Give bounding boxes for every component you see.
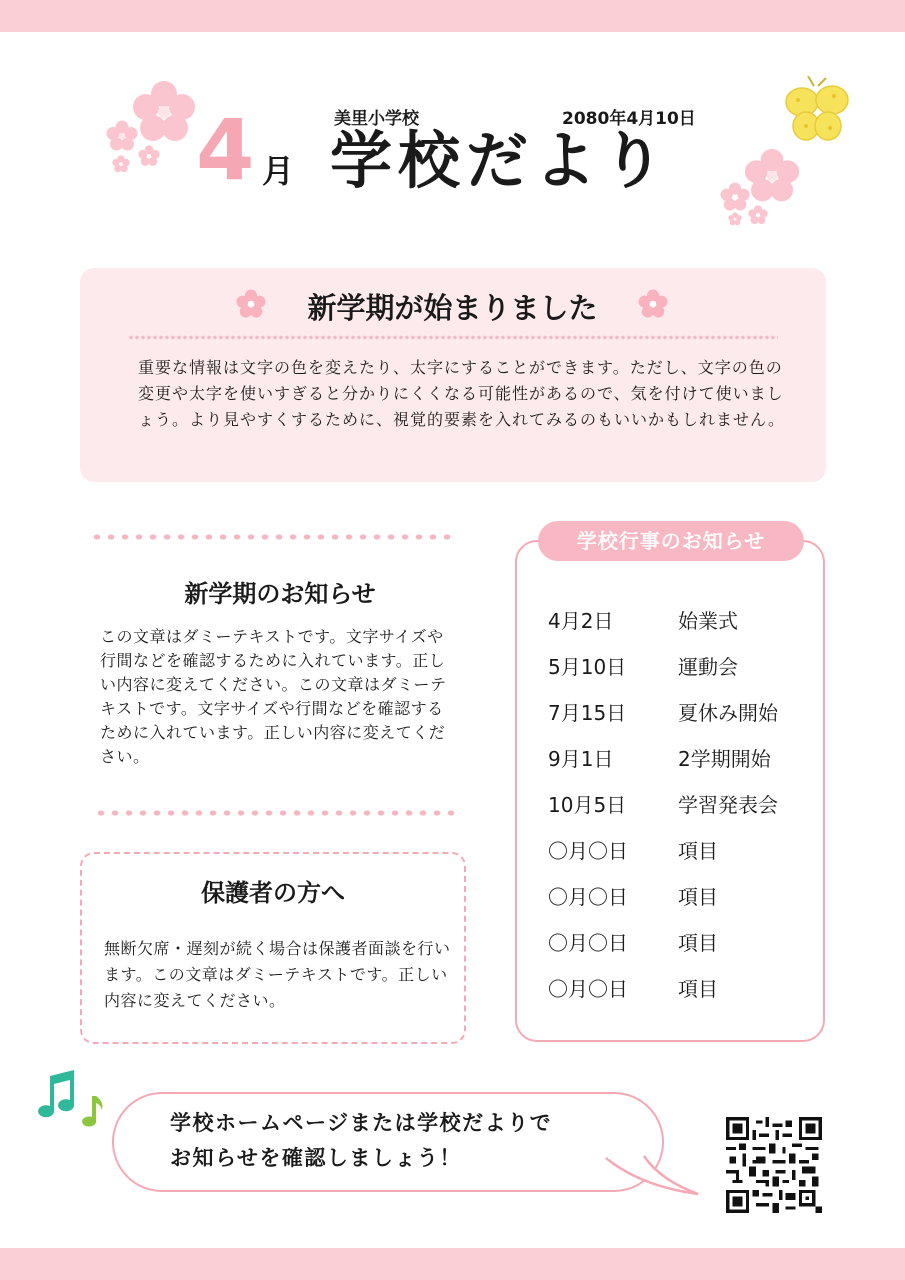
parents-title: 保護者の方へ: [201, 879, 345, 907]
music-note-icon: [36, 1066, 108, 1136]
sakura-flower-icon: [106, 120, 138, 152]
intro-title: 新学期が始まりました: [307, 291, 598, 325]
event-name: 2学期開始: [678, 747, 771, 771]
notice-title: 新学期のお知らせ: [184, 580, 376, 608]
bubble-tail: [600, 1150, 700, 1196]
footer-line-2: お知らせを確認しましょう！: [170, 1146, 462, 1170]
issue-date: 2080年4月10日: [562, 109, 696, 129]
event-name: 項目: [678, 839, 718, 863]
event-date: 〇月〇日: [548, 839, 628, 863]
event-date: 9月1日: [548, 747, 614, 771]
event-row: [548, 605, 818, 635]
event-date: 7月15日: [548, 701, 627, 725]
dotted-divider: [128, 335, 778, 340]
event-row: [548, 973, 818, 1003]
sakura-flower-icon: [744, 148, 800, 204]
event-row: [548, 789, 818, 819]
top-band: [0, 0, 905, 32]
footer-line-1: 学校ホームページまたは学校だよりで: [170, 1111, 553, 1135]
month-number: 4: [196, 101, 253, 199]
sakura-flower-icon: [112, 155, 130, 173]
event-row: [548, 697, 818, 727]
wavy-divider: [90, 532, 454, 542]
event-row: [548, 743, 818, 773]
qr-code-icon[interactable]: [726, 1117, 822, 1213]
butterfly-icon: [784, 76, 850, 148]
notice-body: この文章はダミーテキストです。文字サイズや行間などを確認するために入れています。正しい内容に変えてください。この文章はダミーテキストです。文字サイズや行間などを確認するために入れています。正しい内容に変えてください。: [100, 627, 447, 766]
event-name: 項目: [678, 885, 718, 909]
event-date: 10月5日: [548, 793, 627, 817]
event-row: [548, 927, 818, 957]
event-name: 学習発表会: [678, 793, 778, 817]
sakura-flower-icon: [132, 80, 196, 144]
event-date: 5月10日: [548, 655, 627, 679]
event-name: 運動会: [678, 655, 738, 679]
event-name: 始業式: [678, 609, 738, 633]
sakura-flower-icon: [720, 182, 750, 212]
event-name: 項目: [678, 931, 718, 955]
event-date: 4月2日: [548, 609, 614, 633]
event-date: 〇月〇日: [548, 931, 628, 955]
event-row: [548, 651, 818, 681]
sakura-flower-icon: [728, 212, 742, 226]
event-date: 〇月〇日: [548, 885, 628, 909]
sakura-flower-icon: [138, 145, 160, 167]
page-title: 学校だより: [330, 124, 671, 197]
intro-body: 重要な情報は文字の色を変えたり、太字にすることができます。ただし、文字の色の変更や太字を使いすぎると分かりにくくなる可能性があるので、気を付けて使いましょう。より見やすくするために、視覚的要素を入れてみるのもいいかもしれません。: [138, 358, 785, 429]
event-row: [548, 835, 818, 865]
event-row: [548, 881, 818, 911]
event-name: 夏休み開始: [678, 701, 778, 725]
bottom-band: [0, 1248, 905, 1280]
school-name: 美里小学校: [334, 109, 419, 129]
event-name: 項目: [678, 977, 718, 1001]
event-date: 〇月〇日: [548, 977, 628, 1001]
parents-body: 無断欠席・遅刻が続く場合は保護者面談を行います。この文章はダミーテキストです。正しい内容に変えてください。: [104, 939, 451, 1010]
footer-message: [170, 1106, 552, 1176]
wavy-divider: [94, 808, 454, 818]
sakura-flower-icon: [748, 205, 768, 225]
month-unit: 月: [262, 152, 295, 190]
events-label: 学校行事のお知らせ: [538, 521, 804, 561]
